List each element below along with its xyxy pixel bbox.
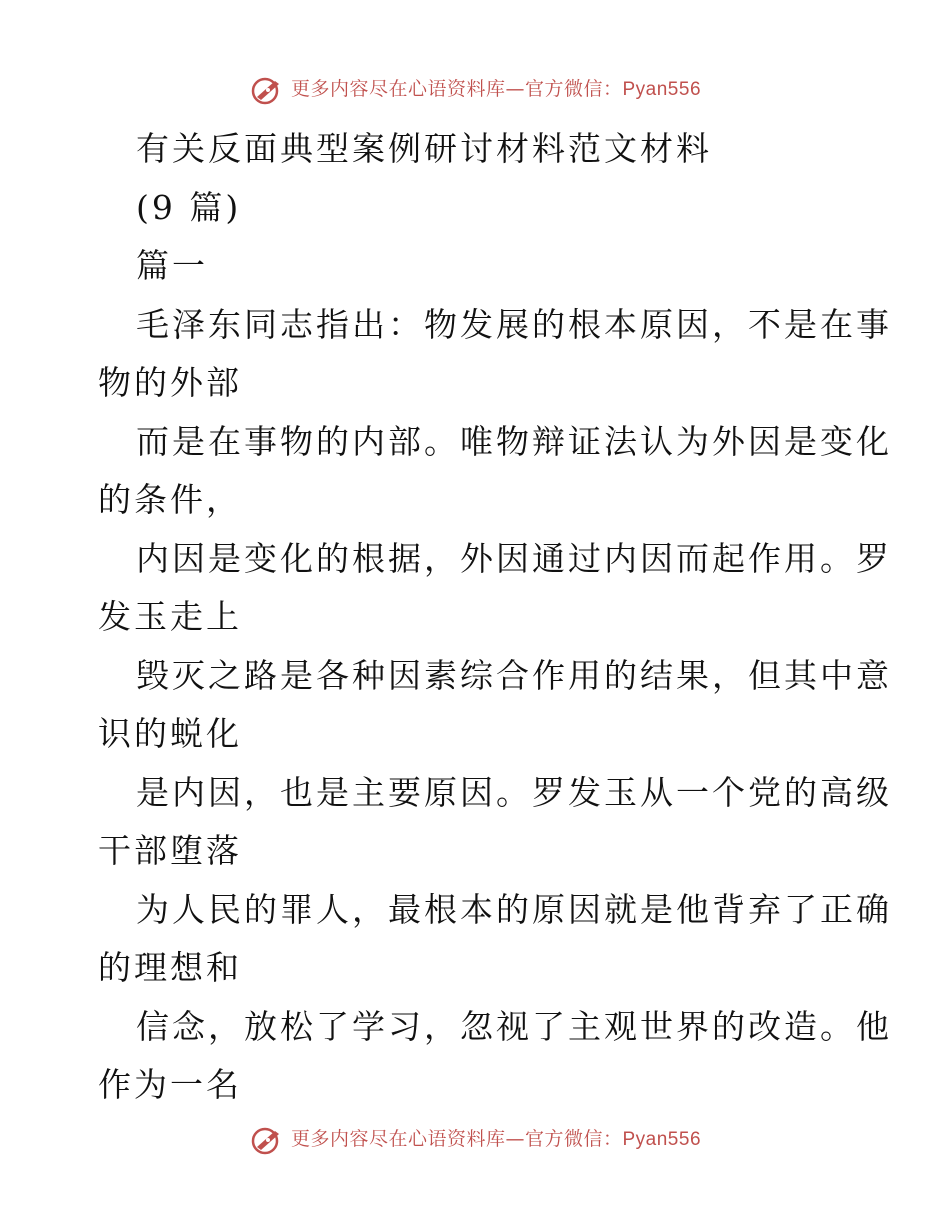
text-line: 的条件，: [98, 480, 242, 519]
text-line: 干部堕落: [98, 831, 242, 870]
text-line: 为人民的罪人，最根本的原因就是他背弃了正确: [136, 889, 892, 929]
text-line: 毛泽东同志指出：物发展的根本原因，不是在事: [136, 304, 892, 344]
watermark-text: 更多内容尽在心语资料库—官方微信：Pyan556: [290, 1128, 702, 1150]
text-line: 内因是变化的根据，外因通过内因而起作用。罗: [136, 538, 892, 578]
text-line: 信念，放松了学习，忽视了主观世界的改造。他: [136, 1006, 892, 1046]
text-line: 识的蜕化: [98, 714, 242, 753]
document-body: [98, 120, 892, 1115]
text-line: 的理想和: [98, 948, 242, 987]
header-watermark: [0, 74, 950, 105]
text-line: 是内因，也是主要原因。罗发玉从一个党的高级: [136, 772, 892, 812]
text-line: (9 篇): [136, 187, 242, 227]
watermark-handle: Pyan556: [622, 1129, 702, 1150]
document-title: 有关反面典型案例研讨材料范文材料: [136, 129, 712, 168]
text-line: 作为一名: [98, 1065, 242, 1104]
watermark-text: 更多内容尽在心语资料库—官方微信：Pyan556: [290, 78, 702, 100]
text-line: 篇一: [136, 246, 208, 285]
text-line: 物的外部: [98, 363, 242, 402]
text-line: 毁灭之路是各种因素综合作用的结果，但其中意: [136, 655, 892, 695]
pen-nib-logo-icon: [249, 1125, 285, 1155]
text-line: 发玉走上: [98, 597, 242, 636]
text-line: 而是在事物的内部。唯物辩证法认为外因是变化: [136, 421, 892, 461]
watermark-handle: Pyan556: [622, 79, 702, 100]
footer-watermark: [0, 1124, 950, 1155]
pen-nib-logo-icon: [249, 75, 285, 105]
